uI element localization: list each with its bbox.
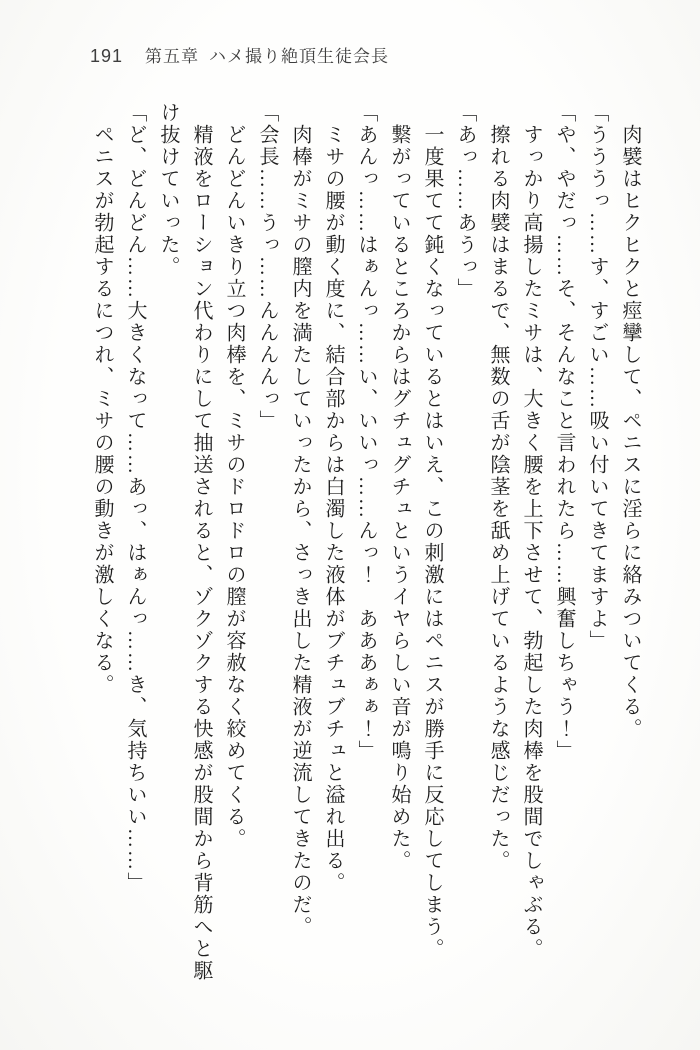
- page-number: 191: [90, 46, 124, 66]
- paragraph: ペニスが勃起するにつれ、ミサの腰の動きが激しくなる。: [91, 124, 113, 696]
- paragraph: すっかり高揚したミサは、大きく腰を上下させて、勃起した肉棒を股間でしゃぶる。: [520, 124, 542, 960]
- paragraph-dialogue: 「あっ……あうっ」: [454, 102, 476, 300]
- running-header: [90, 42, 389, 67]
- vertical-text-block: [78, 102, 646, 994]
- paragraph-dialogue: 「うううっ……す、すごい……吸い付いてきてますよ」: [586, 102, 608, 652]
- paragraph: 精液をローション代わりにして抽送されると、ゾクゾクする快感が股間から背筋へと駆け抜けていった。: [157, 102, 212, 982]
- paragraph: 繋がっているところからはグチュグチュというイヤらしい音が鳴り始めた。: [388, 124, 410, 872]
- paragraph: 肉襞はヒクヒクと痙攣して、ペニスに淫らに絡みついてくる。: [619, 124, 641, 740]
- paragraph: 肉棒がミサの膣内を満たしていったから、さっき出した精液が逆流してきたのだ。: [289, 124, 311, 938]
- paragraph-dialogue: 「あんっ……はぁんっ……い、いいっ……んっ！ あああぁぁ！」: [355, 102, 377, 762]
- chapter-title: ハメ撮り絶頂生徒会長: [209, 47, 390, 66]
- paragraph: 擦れる肉襞はまるで、無数の舌が陰茎を舐め上げているような感じだった。: [487, 124, 509, 872]
- paragraph-dialogue: 「ど、どんどん……大きくなって……あっ、はぁんっ……き、気持ちいい……」: [124, 102, 146, 894]
- paragraph: どんどんいきり立つ肉棒を、ミサのドロドロの膣が容赦なく絞めてくる。: [223, 124, 245, 850]
- chapter-label: 第五章: [145, 47, 200, 66]
- paragraph: 一度果てて鈍くなっているとはいえ、この刺激にはペニスが勝手に反応してしまう。: [421, 124, 443, 960]
- paragraph-dialogue: 「会長……うっ……んんんんっ」: [256, 102, 278, 432]
- paragraph: ミサの腰が動く度に、結合部からは白濁した液体がブチュブチュと溢れ出る。: [322, 124, 344, 894]
- paragraph-dialogue: 「や、やだっ……そ、そんなこと言われたら……興奮しちゃう！」: [553, 102, 575, 762]
